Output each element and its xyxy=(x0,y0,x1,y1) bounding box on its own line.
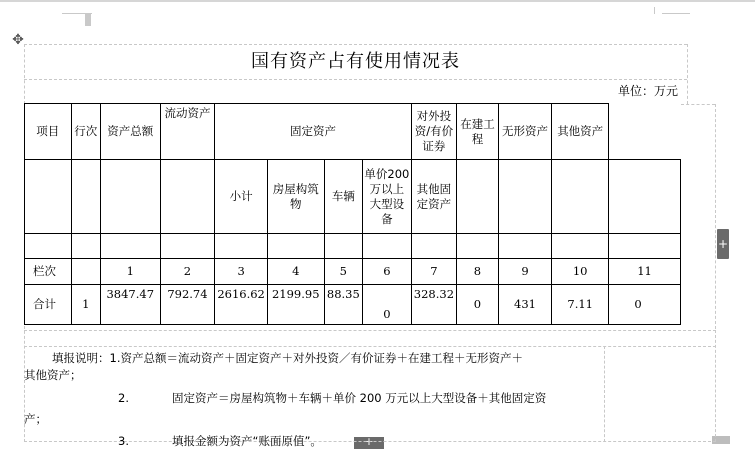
unit-label: 单位：万元 xyxy=(617,84,678,98)
note-line-1-cont: 其他资产； xyxy=(24,368,82,382)
note-line-2-cont: 产； xyxy=(24,412,47,426)
blank-cell xyxy=(552,234,609,259)
column-number: 6 xyxy=(363,259,412,285)
note-line-3-num: 3. xyxy=(118,434,129,448)
header-other-assets: 其他资产 xyxy=(552,104,609,160)
blank-cell xyxy=(498,234,552,259)
column-number: 11 xyxy=(609,259,681,285)
header-investment: 对外投资/有价证券 xyxy=(411,104,457,160)
cell-guide-line xyxy=(24,79,687,80)
blank-cell xyxy=(25,160,72,234)
intangible-value: 7.11 xyxy=(552,285,609,325)
column-number: 1 xyxy=(100,259,160,285)
filling-instructions xyxy=(24,348,614,451)
blank-cell xyxy=(457,160,499,234)
cell-guide-line xyxy=(715,104,716,329)
fixed-subtotal-value: 2616.62 xyxy=(215,285,268,325)
total-row-no: 1 xyxy=(71,285,100,325)
blank-cell xyxy=(160,160,215,234)
header-other-fixed: 其他固定资产 xyxy=(411,160,457,234)
note-line-1: 填报说明：1.资产总额＝流动资产＋固定资产＋对外投资／有价证券＋在建工程＋无形资产＋ xyxy=(52,351,523,365)
header-large-equipment: 单价200万以上大型设备 xyxy=(363,160,412,234)
document-title: 国有资产占有使用情况表 xyxy=(251,51,460,72)
large-equipment-value: 0 xyxy=(363,285,412,325)
total-assets-value: 3847.47 xyxy=(100,285,160,325)
column-number: 10 xyxy=(552,259,609,285)
blank-cell xyxy=(411,234,457,259)
blank-cell xyxy=(363,234,412,259)
cell-guide-line xyxy=(681,104,715,105)
note-line-2-num: 2. xyxy=(118,391,129,405)
buildings-value: 2199.95 xyxy=(267,285,324,325)
blank-cell xyxy=(25,234,72,259)
top-border xyxy=(0,0,755,2)
blank-cell xyxy=(215,234,268,259)
column-number: 7 xyxy=(411,259,457,285)
blank-cell xyxy=(324,234,362,259)
header-intangible: 无形资产 xyxy=(498,104,552,160)
blank-cell xyxy=(160,234,215,259)
investment-value: 0 xyxy=(457,285,499,325)
header-fixed-assets: 固定资产 xyxy=(215,104,411,160)
note-line-2-row xyxy=(24,388,614,408)
add-row-button[interactable]: + xyxy=(354,437,384,449)
cell-guide-line xyxy=(24,346,716,347)
cell-guide-line xyxy=(715,330,716,442)
blank-cell xyxy=(609,234,681,259)
column-number: 2 xyxy=(160,259,215,285)
blank-cell xyxy=(498,160,552,234)
page-corner-mark xyxy=(662,13,690,14)
column-number: 8 xyxy=(457,259,499,285)
header-buildings: 房屋构筑物 xyxy=(267,160,324,234)
construction-value: 431 xyxy=(498,285,552,325)
blank-cell xyxy=(552,160,609,234)
add-column-button[interactable]: + xyxy=(717,229,729,259)
total-row-label: 合计 xyxy=(25,285,72,325)
blank-cell xyxy=(457,234,499,259)
column-number: 4 xyxy=(267,259,324,285)
cell-guide-line xyxy=(687,44,688,104)
other-fixed-value: 328.32 xyxy=(411,285,457,325)
asset-table xyxy=(24,103,681,325)
column-row-label: 栏次 xyxy=(25,259,72,285)
vehicles-value: 88.35 xyxy=(324,285,362,325)
blank-cell xyxy=(609,160,681,234)
note-line-3: 填报金额为资产“账面原值”。 xyxy=(172,434,322,448)
blank-cell xyxy=(267,234,324,259)
blank-cell xyxy=(71,259,100,285)
column-number: 9 xyxy=(498,259,552,285)
blank-cell xyxy=(71,234,100,259)
header-fixed-subtotal: 小计 xyxy=(215,160,268,234)
note-line-2: 固定资产＝房屋构筑物＋车辆＋单价 200 万元以上大型设备＋其他固定资 xyxy=(172,391,547,405)
column-number: 5 xyxy=(324,259,362,285)
header-item: 项目 xyxy=(25,104,72,160)
header-current-assets: 流动资产 xyxy=(160,104,215,160)
current-assets-value: 792.74 xyxy=(160,285,215,325)
header-construction: 在建工程 xyxy=(457,104,499,160)
header-total-assets: 资产总额 xyxy=(100,104,160,160)
table-move-handle-icon[interactable]: ✥ xyxy=(12,32,24,48)
other-assets-value: 0 xyxy=(609,285,681,325)
header-vehicles: 车辆 xyxy=(324,160,362,234)
column-number: 3 xyxy=(215,259,268,285)
cell-guide-line xyxy=(24,330,716,331)
blank-cell xyxy=(71,160,100,234)
page-corner-mark xyxy=(654,7,655,14)
blank-cell xyxy=(100,160,160,234)
page-corner-mark xyxy=(85,14,91,26)
note-line-3-row xyxy=(24,431,614,451)
header-row-no: 行次 xyxy=(71,104,100,160)
blank-cell xyxy=(100,234,160,259)
